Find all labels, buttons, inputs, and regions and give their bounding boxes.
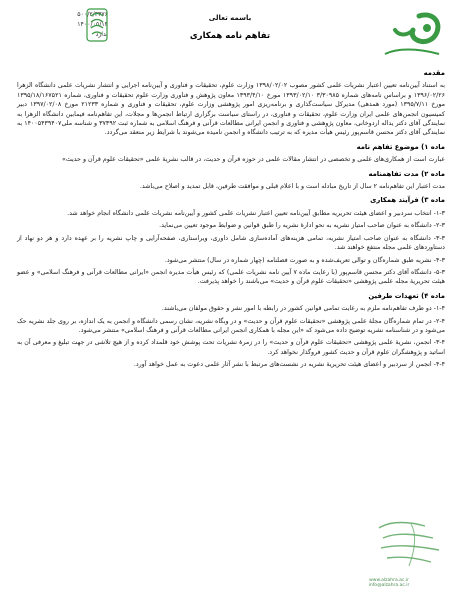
page-title: تفاهم نامه همکاری <box>189 31 271 41</box>
section-3-heading: ماده ۳) فرآیند همکاری <box>370 196 445 205</box>
footer-email: info@alzahra.ac.ir <box>368 583 410 588</box>
footer-contact <box>339 578 439 588</box>
meta-date-value: ۱۴۰۰/۰۵/۱۴ <box>77 21 108 28</box>
meta-attachment-value: ندارد <box>95 31 108 38</box>
letter-heading <box>150 14 310 41</box>
footer-website: www.alzahra.ac.ir <box>369 578 409 583</box>
section-4-clause-1: ۱-۴- دو طرف تفاهم‌نامه ملزم به رعایت تمامی قوانین کشور در رابطه با امور نشر و حقوق مولفان می‌باشند. <box>161 305 445 313</box>
section-3-clause-5: ۵-۳- دانشگاه آقای دکتر محسن قاسم‌پور (با رعایت ماده ۷ آیین نامه نشریات علمی) که رئیس هیأت مدیره انجمن «ایرانی مطالعات قرآنی و فرهنگ اسلامی» و عضو هیئت تحریریهٔ مجله علمی پژوهشی «تحقیقات علوم قرآن و حدیث» می‌باشند را خواهد پذیرفت. <box>17 268 445 286</box>
section-4-clause-4: ۴-۴- انجمن از سردبیر و اعضای هیئت تحریریهٔ نشریه در نشست‌های مرتبط با نشر آثار علمی دعوت به عمل خواهد آورد. <box>133 361 445 369</box>
university-logo-icon <box>377 10 447 60</box>
section-1-paragraph: عبارت است از همکاری‌های علمی و تخصصی در انتشار مقالات علمی در حوزه قرآن و حدیث، در قالب نشریهٔ علمی «تحقیقات علوم قرآن و حدیث» <box>61 156 445 164</box>
section-2-paragraph: مدت اعتبار این تفاهم‌نامه ۲ سال از تاریخ مبادله است و با اعلام قبلی و موافقت طرفین، قابل تمدید و اصلاح می‌باشد. <box>139 183 445 191</box>
intro-heading: مقدمه <box>423 69 445 77</box>
section-4-clause-2: ۲-۴- در تمام شماره‌گان مجلهٔ علمی پژوهشی «تحقیقات علوم قرآن و حدیث» و در وبگاه نشریه، نشان رسمی دانشگاه و انجمن به یک اندازه، بر روی جلد نشریه حک می‌شود و در شناسنامه نشریه توضیح داده می‌شود که «این مجله با همکاری انجمن ایرانی مطالعات قرآنی و فرهنگ اسلامی» منتشر می‌شود. <box>17 317 445 334</box>
official-stamp-icon <box>371 516 451 576</box>
section-3-clause-1: ۱-۳- انتخاب سردبیر و اعضای هیئت تحریریه مطابق آیین‌نامه تعیین اعتبار نشریات علمی کشور و آیین‌نامه نشریات علمی دانشگاه انجام خواهد شد. <box>67 209 445 217</box>
green-stamp-icon <box>86 8 108 42</box>
section-3-clause-2: ۲-۳- دانشگاه به عنوان صاحب امتیاز نشریه به نحو ادارهٔ نشریه را طبق قوانین و ضوابط موجود تعیین می‌نماید. <box>159 222 445 230</box>
letter-body <box>17 64 445 373</box>
intro-paragraph: به استناد آیین‌نامه تعیین اعتبار نشریات علمی کشور مصوب ۱۳۹۸/۰۲/۰۲ وزارت علوم، تحقیقات و فناوری و آیین‌نامه اجرایی و انتشار نشریات علمی دانشگاه الزهرا ۱۳۹۶/۰۲/۲۶ و براساس نامه‌های شماره ۳/۳۰۹۸۵ ۱۳۹۳/۰۲/۱۰ مورخ ۱۳۹۳/۴/۱۰ معاون پژوهش و فناوری وزارت علوم تحقیقات و فناوری، شماره ۱۳۹۵/۱۸/۱۶۷۵۲۱ مورخ ۱۳۹۵/۷/۱۱ (مورد همدهی) مدیرکل سیاست‌گذاری و برنامه‌ریزی امور پژوهشی وزارت علوم، تحقیقات و فناوری و شماره ۲۱۲۳۳ مورخ ۱۳۹۷/۰۲/۰۸ دبیر کمیسیون انجمن‌های علمی ایران وزارت علوم، تحقیقات و فناوری، در راستای سیاست برگزاری ارتباط انجمن‌ها و مجلات، این تفاهم‌نامه فیمابین دانشگاه الزهرا به نمایندگی آقای دکتر یداله اردوخانی، معاون پژوهشی و فناوری و انجمن ایرانی مطالعات قرآنی و فرهنگ اسلامی به شماره ثبت ۳۷۳۹۲ و شناسه ملی۱۴۰۰۵۴۳۹۴۰۷ به نمایندگی آقای دکتر محسن قاسم‌پور رئیس هیأت مدیره که به ترتیب دانشگاه و انجمن نامیده می‌شوند با شرایط زیر منعقد می‌گردد. <box>17 82 446 137</box>
meta-number-value: ۵۰۰/۲/۳۳۷۶ <box>77 11 108 18</box>
section-2-heading: ماده ۲) مدت تفاهمنامه <box>368 169 445 178</box>
section-3-clause-3: ۳-۳- دانشگاه به عنوان صاحب امتیاز نشریه، تمامی هزینه‌های آماده‌سازی شامل داوری، ویراستاری، صفحه‌آرایی و چاپ نشریه را بر عهده دارد و هر دو نهاد از دستاوردهای علمی مجله منتفع خواهند شد. <box>17 234 445 252</box>
section-3-clause-4: ۴-۳- نشریه طبق شماره‌گان و توالی تعریف‌شده و به صورت فصلنامه (چهار شماره در سال) منتشر می‌شود. <box>164 256 445 264</box>
section-4-heading: ماده ۴) تعهدات طرفین <box>368 291 445 300</box>
section-1-heading: ماده ۱) موضوع تفاهم نامه <box>356 142 445 151</box>
basmala-text: باسمه تعالی <box>208 14 252 22</box>
section-4-clause-3: ۳-۴- انجمن، نشریهٔ علمی پژوهشی «تحقیقات علوم قرآن و حدیث» را در زمرهٔ نشریات تحت پوشش خود قلمداد کرده و از هیچ تلاشی در جهت تبلیغ و معرفی آن به اساتید و پژوهشگران علوم قرآن و حدیث کشور فروگذار نخواهد کرد. <box>17 339 445 356</box>
